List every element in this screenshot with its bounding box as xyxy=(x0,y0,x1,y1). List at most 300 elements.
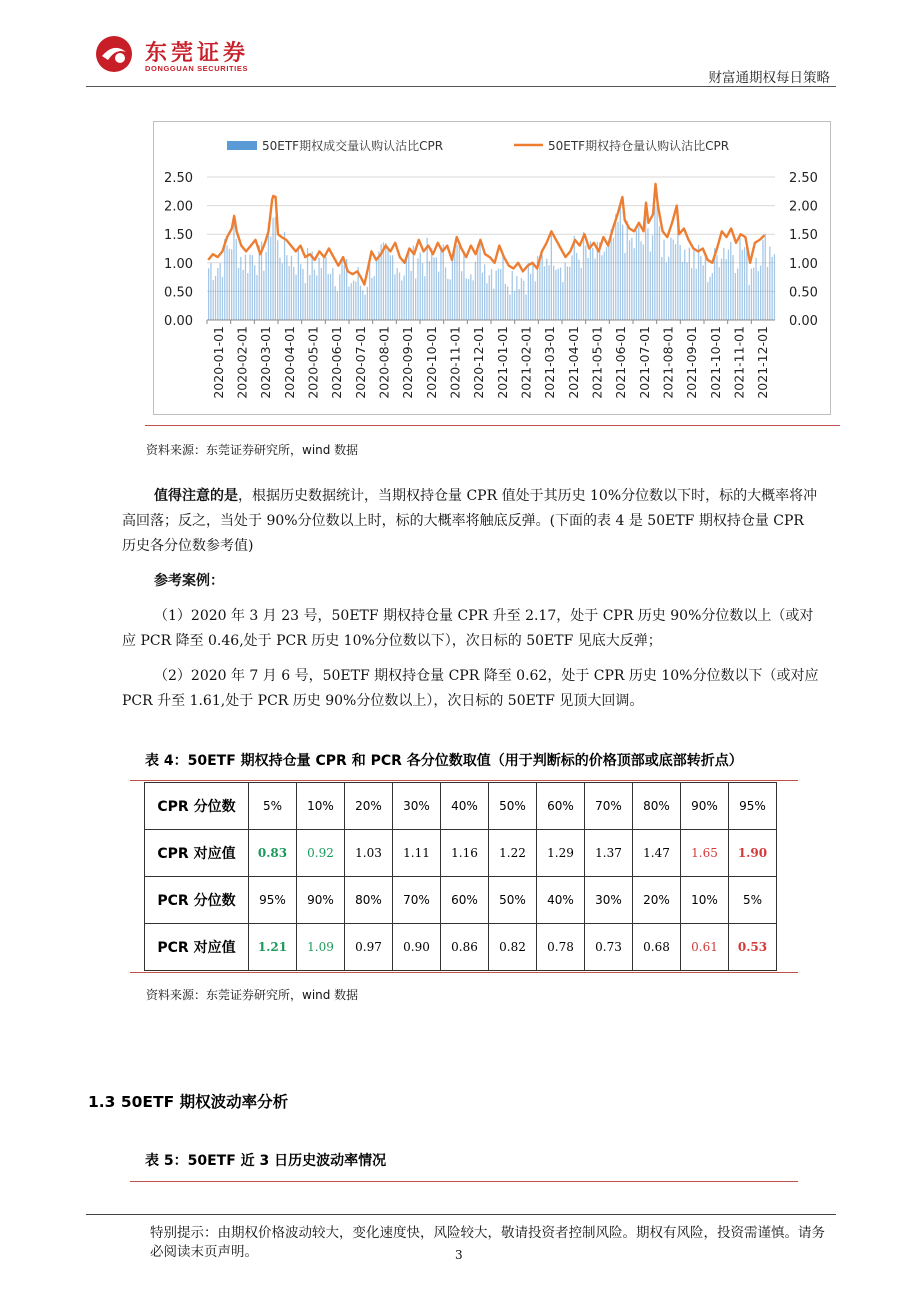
table-cell: 1.22 xyxy=(489,830,537,877)
volume-cpr-bar xyxy=(698,245,699,320)
volume-cpr-bar xyxy=(693,250,694,320)
volume-cpr-bar xyxy=(399,272,400,320)
volume-cpr-bar xyxy=(571,255,572,320)
volume-cpr-bar xyxy=(305,283,306,320)
volume-cpr-bar xyxy=(236,239,237,320)
volume-cpr-bar xyxy=(461,271,462,320)
volume-cpr-bar xyxy=(277,240,278,320)
volume-cpr-bar xyxy=(341,260,342,320)
volume-cpr-bar xyxy=(597,242,598,320)
volume-cpr-bar xyxy=(328,274,329,320)
table-cell: 50% xyxy=(489,877,537,924)
volume-cpr-bar xyxy=(548,265,549,320)
table-cell: 1.09 xyxy=(297,924,345,971)
volume-cpr-bar xyxy=(374,276,375,320)
table-cell: 10% xyxy=(681,877,729,924)
x-tick-label: 2020-05-01 xyxy=(305,326,321,399)
table5-caption: 表 5：50ETF 近 3 日历史波动率情况 xyxy=(145,1153,387,1169)
volume-cpr-bar xyxy=(578,260,579,320)
volume-cpr-bar xyxy=(482,273,483,320)
volume-cpr-bar xyxy=(650,252,651,320)
cpr-chart xyxy=(153,121,831,415)
y-left-tick: 0.00 xyxy=(164,314,193,329)
volume-cpr-bar xyxy=(438,272,439,320)
volume-cpr-bar xyxy=(470,274,471,320)
volume-cpr-bar xyxy=(466,278,467,320)
table4-source: 资料来源：东莞证券研究所，wind 数据 xyxy=(146,988,359,1002)
volume-cpr-bar xyxy=(528,263,529,320)
volume-cpr-bar xyxy=(238,268,239,320)
volume-cpr-bar xyxy=(284,232,285,320)
volume-cpr-bar xyxy=(516,276,517,320)
volume-cpr-bar xyxy=(670,238,671,320)
volume-cpr-bar xyxy=(489,275,490,320)
volume-cpr-bar xyxy=(629,240,630,320)
volume-cpr-bar xyxy=(744,247,745,320)
volume-cpr-bar xyxy=(659,226,660,320)
y-right-tick: 1.50 xyxy=(789,228,818,244)
volume-cpr-bar xyxy=(627,221,628,320)
volume-cpr-bar xyxy=(535,281,536,320)
volume-cpr-bar xyxy=(415,278,416,320)
table-cell: 30% xyxy=(585,877,633,924)
volume-cpr-bar xyxy=(215,276,216,320)
volume-cpr-bar xyxy=(231,249,232,320)
table-cell: 1.47 xyxy=(633,830,681,877)
table-cell: 1.16 xyxy=(441,830,489,877)
volume-cpr-bar xyxy=(673,239,674,320)
volume-cpr-bar xyxy=(661,257,662,320)
volume-cpr-bar xyxy=(433,257,434,320)
table5-divider xyxy=(130,1181,798,1182)
table-cell: 60% xyxy=(441,877,489,924)
table-cell: 20% xyxy=(633,877,681,924)
volume-cpr-bar xyxy=(691,268,692,320)
volume-cpr-bar xyxy=(604,252,605,320)
volume-cpr-bar xyxy=(440,248,441,320)
volume-cpr-bar xyxy=(542,255,543,320)
volume-cpr-bar xyxy=(680,245,681,320)
volume-cpr-bar xyxy=(555,270,556,320)
volume-cpr-bar xyxy=(739,238,740,320)
volume-cpr-bar xyxy=(684,250,685,320)
report-title: 财富通期权每日策略 xyxy=(708,70,830,86)
volume-cpr-bar xyxy=(337,291,338,320)
volume-cpr-bar xyxy=(406,258,407,320)
table-cell: 90% xyxy=(297,877,345,924)
volume-cpr-bar xyxy=(468,279,469,320)
volume-cpr-bar xyxy=(730,242,731,320)
chart-divider xyxy=(145,425,840,426)
volume-cpr-bar xyxy=(509,295,510,320)
row-label: PCR 对应值 xyxy=(145,924,249,971)
volume-cpr-bar xyxy=(689,248,690,320)
volume-cpr-bar xyxy=(275,217,276,320)
volume-cpr-bar xyxy=(385,243,386,320)
table-cell: 30% xyxy=(393,783,441,830)
volume-cpr-bar xyxy=(668,257,669,320)
volume-cpr-bar xyxy=(344,265,345,320)
table-row xyxy=(145,830,777,877)
volume-cpr-bar xyxy=(323,256,324,320)
table-cell: 95% xyxy=(729,783,777,830)
volume-cpr-bar xyxy=(309,275,310,320)
volume-cpr-bar xyxy=(590,241,591,320)
volume-cpr-bar xyxy=(429,261,430,320)
legend-bar-label: 50ETF期权成交量认购认沽比CPR xyxy=(262,139,444,153)
x-tick-label: 2020-12-01 xyxy=(471,326,487,399)
legend-bar-swatch xyxy=(227,141,257,150)
volume-cpr-bar xyxy=(445,267,446,320)
case-two: （2）2020 年 7 月 6 号，50ETF 期权持仓量 CPR 降至 0.62，处于 CPR 历史 10%分位数以下（或对应 PCR 升至 1.61,处于 PCR 历史 90%分位数以上），次日标的 50ETF 见顶大回调。 xyxy=(122,668,819,709)
volume-cpr-bar xyxy=(427,238,428,320)
volume-cpr-bar xyxy=(210,263,211,320)
volume-cpr-bar xyxy=(463,251,464,320)
y-right-tick: 0.50 xyxy=(789,285,818,301)
volume-cpr-bar xyxy=(721,258,722,320)
table-cell: 1.11 xyxy=(393,830,441,877)
volume-cpr-bar xyxy=(240,257,241,320)
volume-cpr-bar xyxy=(755,258,756,320)
volume-cpr-bar xyxy=(611,229,612,320)
volume-cpr-bar xyxy=(404,275,405,320)
volume-cpr-bar xyxy=(420,253,421,320)
table-cell: 1.37 xyxy=(585,830,633,877)
volume-cpr-bar xyxy=(636,230,637,320)
volume-cpr-bar xyxy=(767,267,768,320)
x-tick-label: 2021-08-01 xyxy=(660,326,676,399)
table4-caption: 表 4：50ETF 期权持仓量 CPR 和 PCR 各分位数取值（用于判断标的价格顶部或底部转折点） xyxy=(145,753,743,769)
table-cell: 20% xyxy=(345,783,393,830)
table-row xyxy=(145,783,777,830)
volume-cpr-bar xyxy=(383,242,384,320)
volume-cpr-bar xyxy=(293,267,294,320)
x-tick-label: 2021-11-01 xyxy=(731,326,747,399)
table-cell: 80% xyxy=(345,877,393,924)
row-label: CPR 对应值 xyxy=(145,830,249,877)
x-tick-label: 2021-05-01 xyxy=(589,326,605,399)
volume-cpr-bar xyxy=(749,285,750,320)
volume-cpr-bar xyxy=(493,289,494,320)
volume-cpr-bar xyxy=(647,228,648,320)
volume-cpr-bar xyxy=(413,246,414,320)
volume-cpr-bar xyxy=(220,263,221,320)
table-cell: 1.90 xyxy=(729,830,777,877)
row-label: PCR 分位数 xyxy=(145,877,249,924)
volume-cpr-bar xyxy=(631,238,632,320)
volume-cpr-bar xyxy=(321,268,322,320)
volume-cpr-bar xyxy=(498,269,499,320)
y-left-tick: 2.00 xyxy=(164,199,193,215)
volume-cpr-bar xyxy=(270,236,271,320)
volume-cpr-bar xyxy=(638,227,639,320)
volume-cpr-bar xyxy=(728,250,729,320)
volume-cpr-bar xyxy=(332,268,333,320)
volume-cpr-bar xyxy=(519,289,520,320)
table-cell: 0.68 xyxy=(633,924,681,971)
volume-cpr-bar xyxy=(222,277,223,320)
volume-cpr-bar xyxy=(459,241,460,320)
volume-cpr-bar xyxy=(282,263,283,320)
volume-cpr-bar xyxy=(479,239,480,320)
legend-line-label: 50ETF期权持仓量认购认沽比CPR xyxy=(548,139,730,153)
volume-cpr-bar xyxy=(424,276,425,320)
volume-cpr-bar xyxy=(473,280,474,320)
volume-cpr-bar xyxy=(742,250,743,320)
volume-cpr-bar xyxy=(569,267,570,320)
page-number: 3 xyxy=(455,1248,463,1262)
table-cell: 1.21 xyxy=(249,924,297,971)
volume-cpr-bar xyxy=(408,250,409,320)
y-right-tick: 0.00 xyxy=(789,314,818,329)
volume-cpr-bar xyxy=(312,252,313,320)
y-right-tick: 2.50 xyxy=(789,171,818,186)
footer-divider xyxy=(86,1214,836,1215)
volume-cpr-bar xyxy=(546,259,547,320)
volume-cpr-bar xyxy=(213,280,214,320)
volume-cpr-bar xyxy=(279,258,280,320)
volume-cpr-bar xyxy=(410,271,411,320)
table-row xyxy=(145,924,777,971)
table-cell: 0.92 xyxy=(297,830,345,877)
percentile-table xyxy=(144,782,777,971)
table-cell: 0.53 xyxy=(729,924,777,971)
x-tick-label: 2020-01-01 xyxy=(210,326,226,399)
x-tick-label: 2020-06-01 xyxy=(329,326,345,399)
table-cell: 1.65 xyxy=(681,830,729,877)
volume-cpr-bar xyxy=(447,279,448,320)
table-cell: 90% xyxy=(681,783,729,830)
y-right-tick: 1.00 xyxy=(789,256,818,272)
x-tick-label: 2021-09-01 xyxy=(684,326,700,399)
volume-cpr-bar xyxy=(401,280,402,320)
volume-cpr-bar xyxy=(594,259,595,320)
logo-chinese-name: 东莞证券 xyxy=(145,41,250,66)
volume-cpr-bar xyxy=(622,225,623,320)
volume-cpr-bar xyxy=(654,207,655,320)
volume-cpr-bar xyxy=(484,264,485,320)
table-cell: 0.83 xyxy=(249,830,297,877)
volume-cpr-bar xyxy=(765,234,766,320)
volume-cpr-bar xyxy=(475,262,476,320)
volume-cpr-bar xyxy=(532,263,533,320)
volume-cpr-bar xyxy=(560,267,561,320)
volume-cpr-bar xyxy=(565,262,566,320)
volume-cpr-bar xyxy=(521,278,522,320)
row-label: CPR 分位数 xyxy=(145,783,249,830)
y-left-tick: 1.50 xyxy=(164,228,193,244)
volume-cpr-bar xyxy=(500,269,501,320)
volume-cpr-bar xyxy=(300,264,301,320)
volume-cpr-bar xyxy=(355,282,356,320)
table-cell: 0.90 xyxy=(393,924,441,971)
volume-cpr-bar xyxy=(452,256,453,320)
note-lead: 值得注意的是 xyxy=(154,488,238,504)
volume-cpr-bar xyxy=(335,286,336,320)
volume-cpr-bar xyxy=(620,207,621,320)
volume-cpr-bar xyxy=(486,283,487,320)
x-tick-label: 2020-11-01 xyxy=(447,326,463,399)
volume-cpr-bar xyxy=(496,271,497,320)
volume-cpr-bar xyxy=(491,269,492,320)
x-tick-label: 2021-12-01 xyxy=(755,326,771,399)
volume-cpr-bar xyxy=(307,248,308,320)
volume-cpr-bar xyxy=(295,275,296,320)
volume-cpr-bar xyxy=(726,259,727,320)
volume-cpr-bar xyxy=(502,254,503,320)
volume-cpr-bar xyxy=(364,295,365,320)
volume-cpr-bar xyxy=(229,249,230,320)
y-left-tick: 1.00 xyxy=(164,256,193,272)
volume-cpr-bar xyxy=(208,268,209,320)
section-title: 1.3 50ETF 期权波动率分析 xyxy=(88,1093,289,1111)
volume-cpr-bar xyxy=(512,271,513,320)
volume-cpr-bar xyxy=(514,291,515,320)
volume-cpr-bar xyxy=(606,247,607,320)
volume-cpr-bar xyxy=(530,274,531,320)
volume-cpr-bar xyxy=(351,283,352,320)
volume-cpr-bar xyxy=(735,273,736,320)
volume-cpr-bar xyxy=(254,265,255,320)
volume-cpr-bar xyxy=(330,274,331,320)
case-one: （1）2020 年 3 月 23 号，50ETF 期权持仓量 CPR 升至 2.17，处于 CPR 历史 90%分位数以上（或对应 PCR 降至 0.46,处于 PCR 历史 10%分位数以下），次日标的 50ETF 见底大反弹； xyxy=(122,608,814,649)
volume-cpr-bar xyxy=(758,271,759,320)
volume-cpr-bar xyxy=(387,250,388,320)
volume-cpr-bar xyxy=(353,280,354,320)
header-divider xyxy=(86,86,836,87)
table-cell: 5% xyxy=(729,877,777,924)
volume-cpr-bar xyxy=(314,270,315,320)
volume-cpr-bar xyxy=(390,255,391,320)
volume-cpr-bar xyxy=(567,266,568,320)
volume-cpr-bar xyxy=(233,222,234,320)
volume-cpr-bar xyxy=(682,262,683,320)
note-paragraph xyxy=(122,484,820,559)
volume-cpr-bar xyxy=(289,266,290,320)
risk-notice: 特别提示：由期权价格波动较大，变化速度快，风险较大，敬请投资者控制风险。期权有风险，投资需谨慎。请务必阅读末页声明。 xyxy=(150,1225,825,1260)
volume-cpr-bar xyxy=(624,253,625,320)
volume-cpr-bar xyxy=(256,275,257,320)
volume-cpr-bar xyxy=(397,268,398,320)
volume-cpr-bar xyxy=(588,258,589,320)
volume-cpr-bar xyxy=(723,248,724,320)
volume-cpr-bar xyxy=(394,274,395,320)
volume-cpr-bar xyxy=(585,245,586,320)
volume-cpr-bar xyxy=(640,241,641,320)
volume-cpr-bar xyxy=(360,286,361,320)
table-cell: 0.61 xyxy=(681,924,729,971)
volume-cpr-bar xyxy=(266,252,267,320)
volume-cpr-bar xyxy=(436,257,437,320)
volume-cpr-bar xyxy=(316,276,317,320)
table4-bottom-divider xyxy=(130,972,798,973)
note-body: ，根据历史数据统计，当期权持仓量 CPR 值处于其历史 10%分位数以下时，标的大概率将冲高回落；反之，当处于 90%分位数以上时，标的大概率将触底反弹。(下面的表 4 是 50ETF 期权持仓量 CPR 历史各分位数参考值) xyxy=(122,488,818,554)
volume-cpr-bar xyxy=(608,241,609,320)
volume-cpr-bar xyxy=(224,239,225,320)
table-cell: 0.73 xyxy=(585,924,633,971)
volume-cpr-bar xyxy=(592,248,593,320)
volume-cpr-bar xyxy=(574,236,575,320)
volume-cpr-bar xyxy=(657,202,658,320)
volume-cpr-bar xyxy=(769,247,770,320)
table-cell: 0.86 xyxy=(441,924,489,971)
x-tick-label: 2020-03-01 xyxy=(258,326,274,399)
volume-cpr-bar xyxy=(249,255,250,320)
volume-cpr-bar xyxy=(707,282,708,320)
table-cell: 70% xyxy=(393,877,441,924)
volume-cpr-bar xyxy=(417,258,418,320)
chart-source: 资料来源：东莞证券研究所，wind 数据 xyxy=(146,443,359,457)
table-cell: 0.82 xyxy=(489,924,537,971)
volume-cpr-bar xyxy=(507,286,508,320)
x-tick-label: 2021-06-01 xyxy=(613,326,629,399)
x-tick-label: 2021-02-01 xyxy=(518,326,534,399)
volume-cpr-bar xyxy=(291,256,292,320)
volume-cpr-bar xyxy=(302,269,303,320)
volume-cpr-bar xyxy=(562,282,563,320)
volume-cpr-bar xyxy=(367,287,368,320)
volume-cpr-bar xyxy=(663,240,664,320)
x-tick-label: 2020-07-01 xyxy=(352,326,368,399)
volume-cpr-bar xyxy=(544,266,545,320)
volume-cpr-bar xyxy=(576,253,577,320)
volume-cpr-bar xyxy=(505,284,506,320)
volume-cpr-bar xyxy=(553,266,554,320)
volume-cpr-bar xyxy=(259,245,260,320)
volume-cpr-bar xyxy=(705,253,706,320)
volume-cpr-bar xyxy=(378,251,379,320)
cases-title: 参考案例： xyxy=(154,573,224,589)
volume-cpr-bar xyxy=(753,268,754,320)
table-cell: 80% xyxy=(633,783,681,830)
volume-cpr-bar xyxy=(286,255,287,320)
volume-cpr-bar xyxy=(703,265,704,320)
x-tick-label: 2021-03-01 xyxy=(542,326,558,399)
volume-cpr-bar xyxy=(525,295,526,320)
x-tick-label: 2021-10-01 xyxy=(707,326,723,399)
volume-cpr-bar xyxy=(581,268,582,320)
volume-cpr-bar xyxy=(298,248,299,320)
table-row xyxy=(145,877,777,924)
volume-cpr-bar xyxy=(362,290,363,320)
logo-english-name: DONGGUAN SECURITIES xyxy=(145,64,249,73)
volume-cpr-bar xyxy=(712,273,713,320)
volume-cpr-bar xyxy=(666,262,667,320)
volume-cpr-bar xyxy=(732,255,733,320)
volume-cpr-bar xyxy=(716,255,717,320)
volume-cpr-bar xyxy=(252,255,253,320)
volume-cpr-bar xyxy=(422,263,423,320)
y-right-tick: 2.00 xyxy=(789,199,818,215)
volume-cpr-bar xyxy=(599,242,600,320)
table-cell: 50% xyxy=(489,783,537,830)
x-tick-label: 2021-07-01 xyxy=(636,326,652,399)
volume-cpr-bar xyxy=(634,248,635,320)
volume-cpr-bar xyxy=(392,255,393,320)
table-cell: 95% xyxy=(249,877,297,924)
x-tick-label: 2021-04-01 xyxy=(565,326,581,399)
table-cell: 1.03 xyxy=(345,830,393,877)
volume-cpr-bar xyxy=(450,280,451,320)
volume-cpr-bar xyxy=(371,278,372,320)
volume-cpr-bar xyxy=(348,287,349,320)
volume-cpr-bar xyxy=(774,254,775,320)
x-tick-label: 2020-08-01 xyxy=(376,326,392,399)
volume-cpr-bar xyxy=(737,269,738,320)
x-tick-label: 2020-10-01 xyxy=(423,326,439,399)
volume-cpr-bar xyxy=(551,230,552,320)
volume-cpr-bar xyxy=(617,222,618,320)
